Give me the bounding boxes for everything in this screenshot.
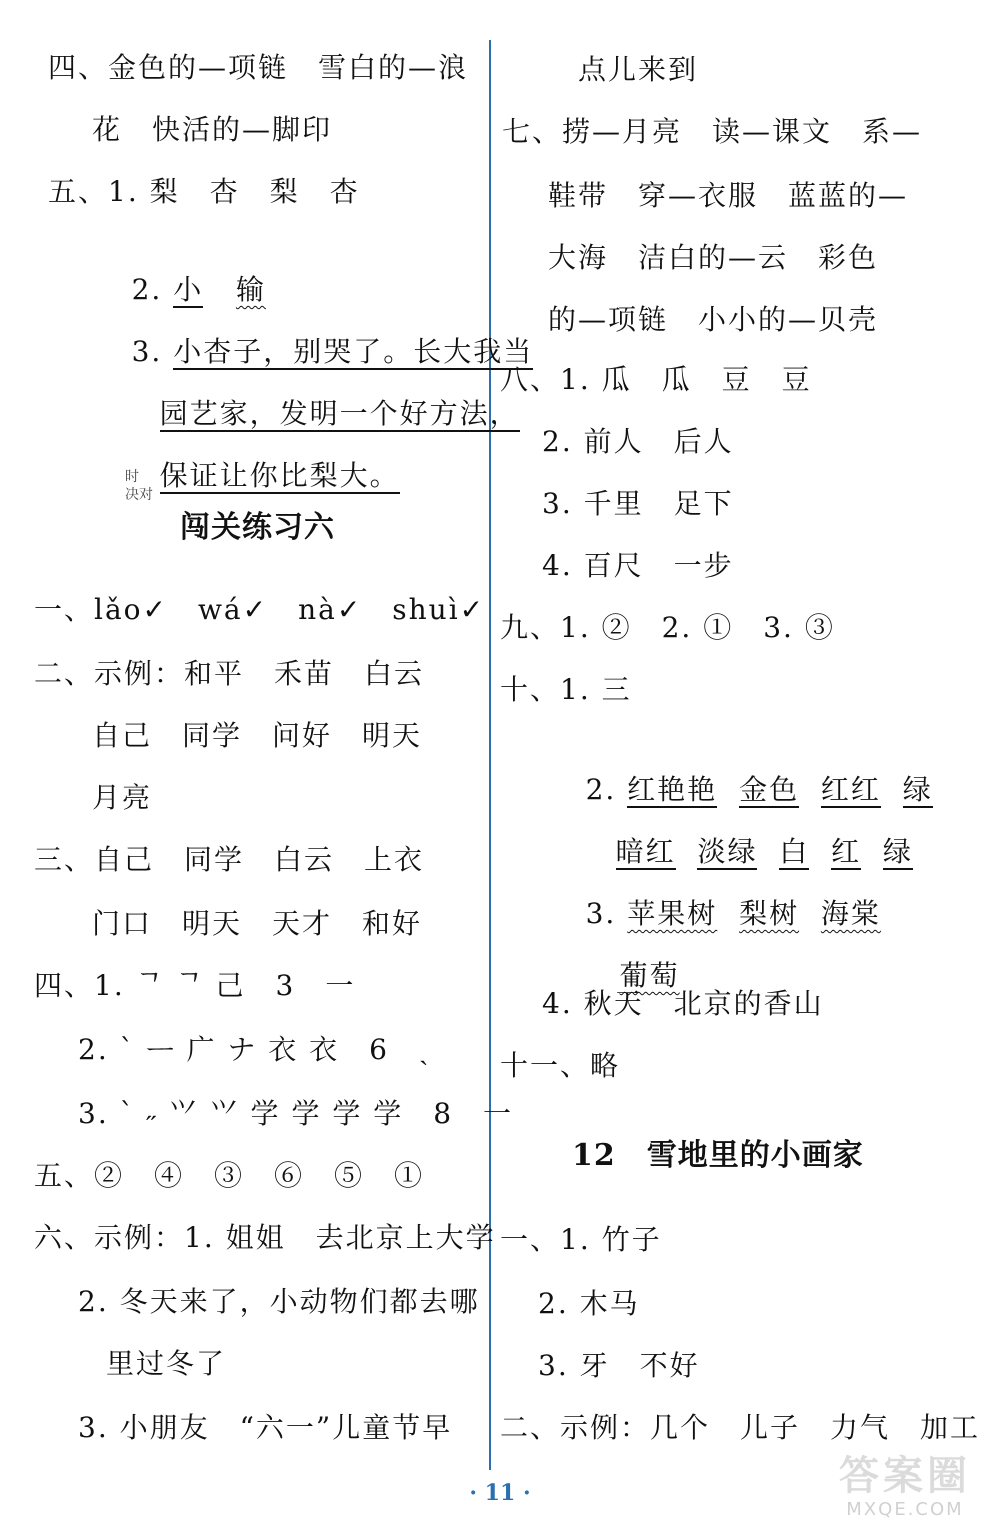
answer-line: 四、1. ᄀ ᄀ 己 3 一 [34,969,356,1002]
lesson-name: 雪地里的小画家 [646,1138,864,1173]
wavy-underlined-word: 苹果树 [627,897,718,930]
answer-line: 一、1. 竹子 [500,1223,662,1256]
underlined-word: 绿 [902,773,933,806]
answer-line: 八、1. 瓜 瓜 豆 豆 [500,363,812,396]
answer-line: 2. 前人 后人 [542,425,734,458]
section-title: 闯关练习六 [180,510,335,545]
underlined-word: 小 [173,273,204,306]
item-number: 2. [585,773,617,806]
wavy-underlined-word: 海棠 [820,897,881,930]
answer-line: 月亮 [92,781,153,814]
underlined-word: 红艳艳 [627,773,718,806]
item-number: 3. [585,897,617,930]
answer-line: 里过冬了 [106,1347,227,1380]
answer-line: 七、捞—月亮 读—课文 系— [502,115,923,148]
answer-line: 3. 牙 不好 [538,1349,700,1382]
lesson-number: 12 [572,1138,616,1173]
answer-line: 五、② ④ ③ ⑥ ⑤ ① [34,1159,425,1192]
underlined-word: 金色 [739,773,800,806]
wavy-underlined-word: 葡萄 [619,959,680,992]
answer-line: 点儿来到 [578,53,699,86]
answer-line: 一、lǎo✓ wá✓ nà✓ shuì✓ [34,593,486,626]
underlined-word: 淡绿 [697,835,758,868]
underlined-word: 红 [831,835,862,868]
answer-line: 2. 木马 [538,1287,640,1320]
margin-note: 时 决对 [125,469,153,503]
answer-line: 4. 秋天 北京的香山 [542,987,824,1020]
answer-line: 4. 百尺 一步 [542,549,734,582]
answer-line: 四、金色的—项链 雪白的—浪 [48,51,469,84]
answer-line: 三、自己 同学 白云 上衣 [34,843,425,876]
answer-line: 2. 冬天来了，小动物们都去哪 [78,1285,480,1318]
answer-line: 十、1. 三 [500,673,632,706]
underlined-sentence: 园艺家，发明一个好方法， [159,397,520,430]
answer-line: 二、示例：几个 儿子 力气 加工 [500,1411,981,1444]
answer-line: 3. ˋ ˶ ⺍ ⺍ 学 学 学 学 8 一 [78,1097,514,1130]
item-number: 2. [131,273,163,306]
answer-line: 2. ˋ ᅳ 广 ナ 衣 衣 6 ˏ [78,1033,431,1066]
answer-line: 3. 千里 足下 [542,487,734,520]
underlined-word: 绿 [882,835,913,868]
answer-line: 大海 洁白的—云 彩色 [548,241,879,274]
answer-line: 的—项链 小小的—贝壳 [548,303,879,336]
watermark-text: 答案圈 [839,1453,971,1499]
page-number: · 11 · [469,1480,531,1506]
answer-line: 九、1. ② 2. ① 3. ③ [500,611,835,644]
wavy-underlined-word: 梨树 [739,897,800,930]
answer-line: 自己 同学 问好 明天 [92,719,423,752]
answer-line: 十一、略 [500,1049,621,1082]
watermark-url: MXQE.COM [846,1499,964,1520]
answer-line: 五、1. 梨 杏 梨 杏 [48,175,360,208]
underlined-word: 红红 [820,773,881,806]
underlined-word: 白 [779,835,810,868]
answer-line: 3. 小朋友 “六一”儿童节早 [78,1411,453,1444]
underlined-sentence: 小杏子，别哭了。长大我当 [173,335,534,368]
answer-line: 六、示例：1. 姐姐 去北京上大学 [34,1221,496,1254]
answer-line: 花 快活的—脚印 [92,113,333,146]
lesson-title [572,1136,864,1176]
underlined-sentence: 保证让你比梨大。 [159,459,400,492]
underlined-word: 暗红 [615,835,676,868]
wavy-underlined-word: 输 [235,273,266,306]
answer-line: 鞋带 穿—衣服 蓝蓝的— [548,179,909,212]
answer-line: 二、示例：和平 禾苗 白云 [34,657,425,690]
watermark-logo [825,1453,985,1528]
item-number: 3. [131,335,163,368]
answer-line: 门口 明天 天才 和好 [92,907,423,940]
